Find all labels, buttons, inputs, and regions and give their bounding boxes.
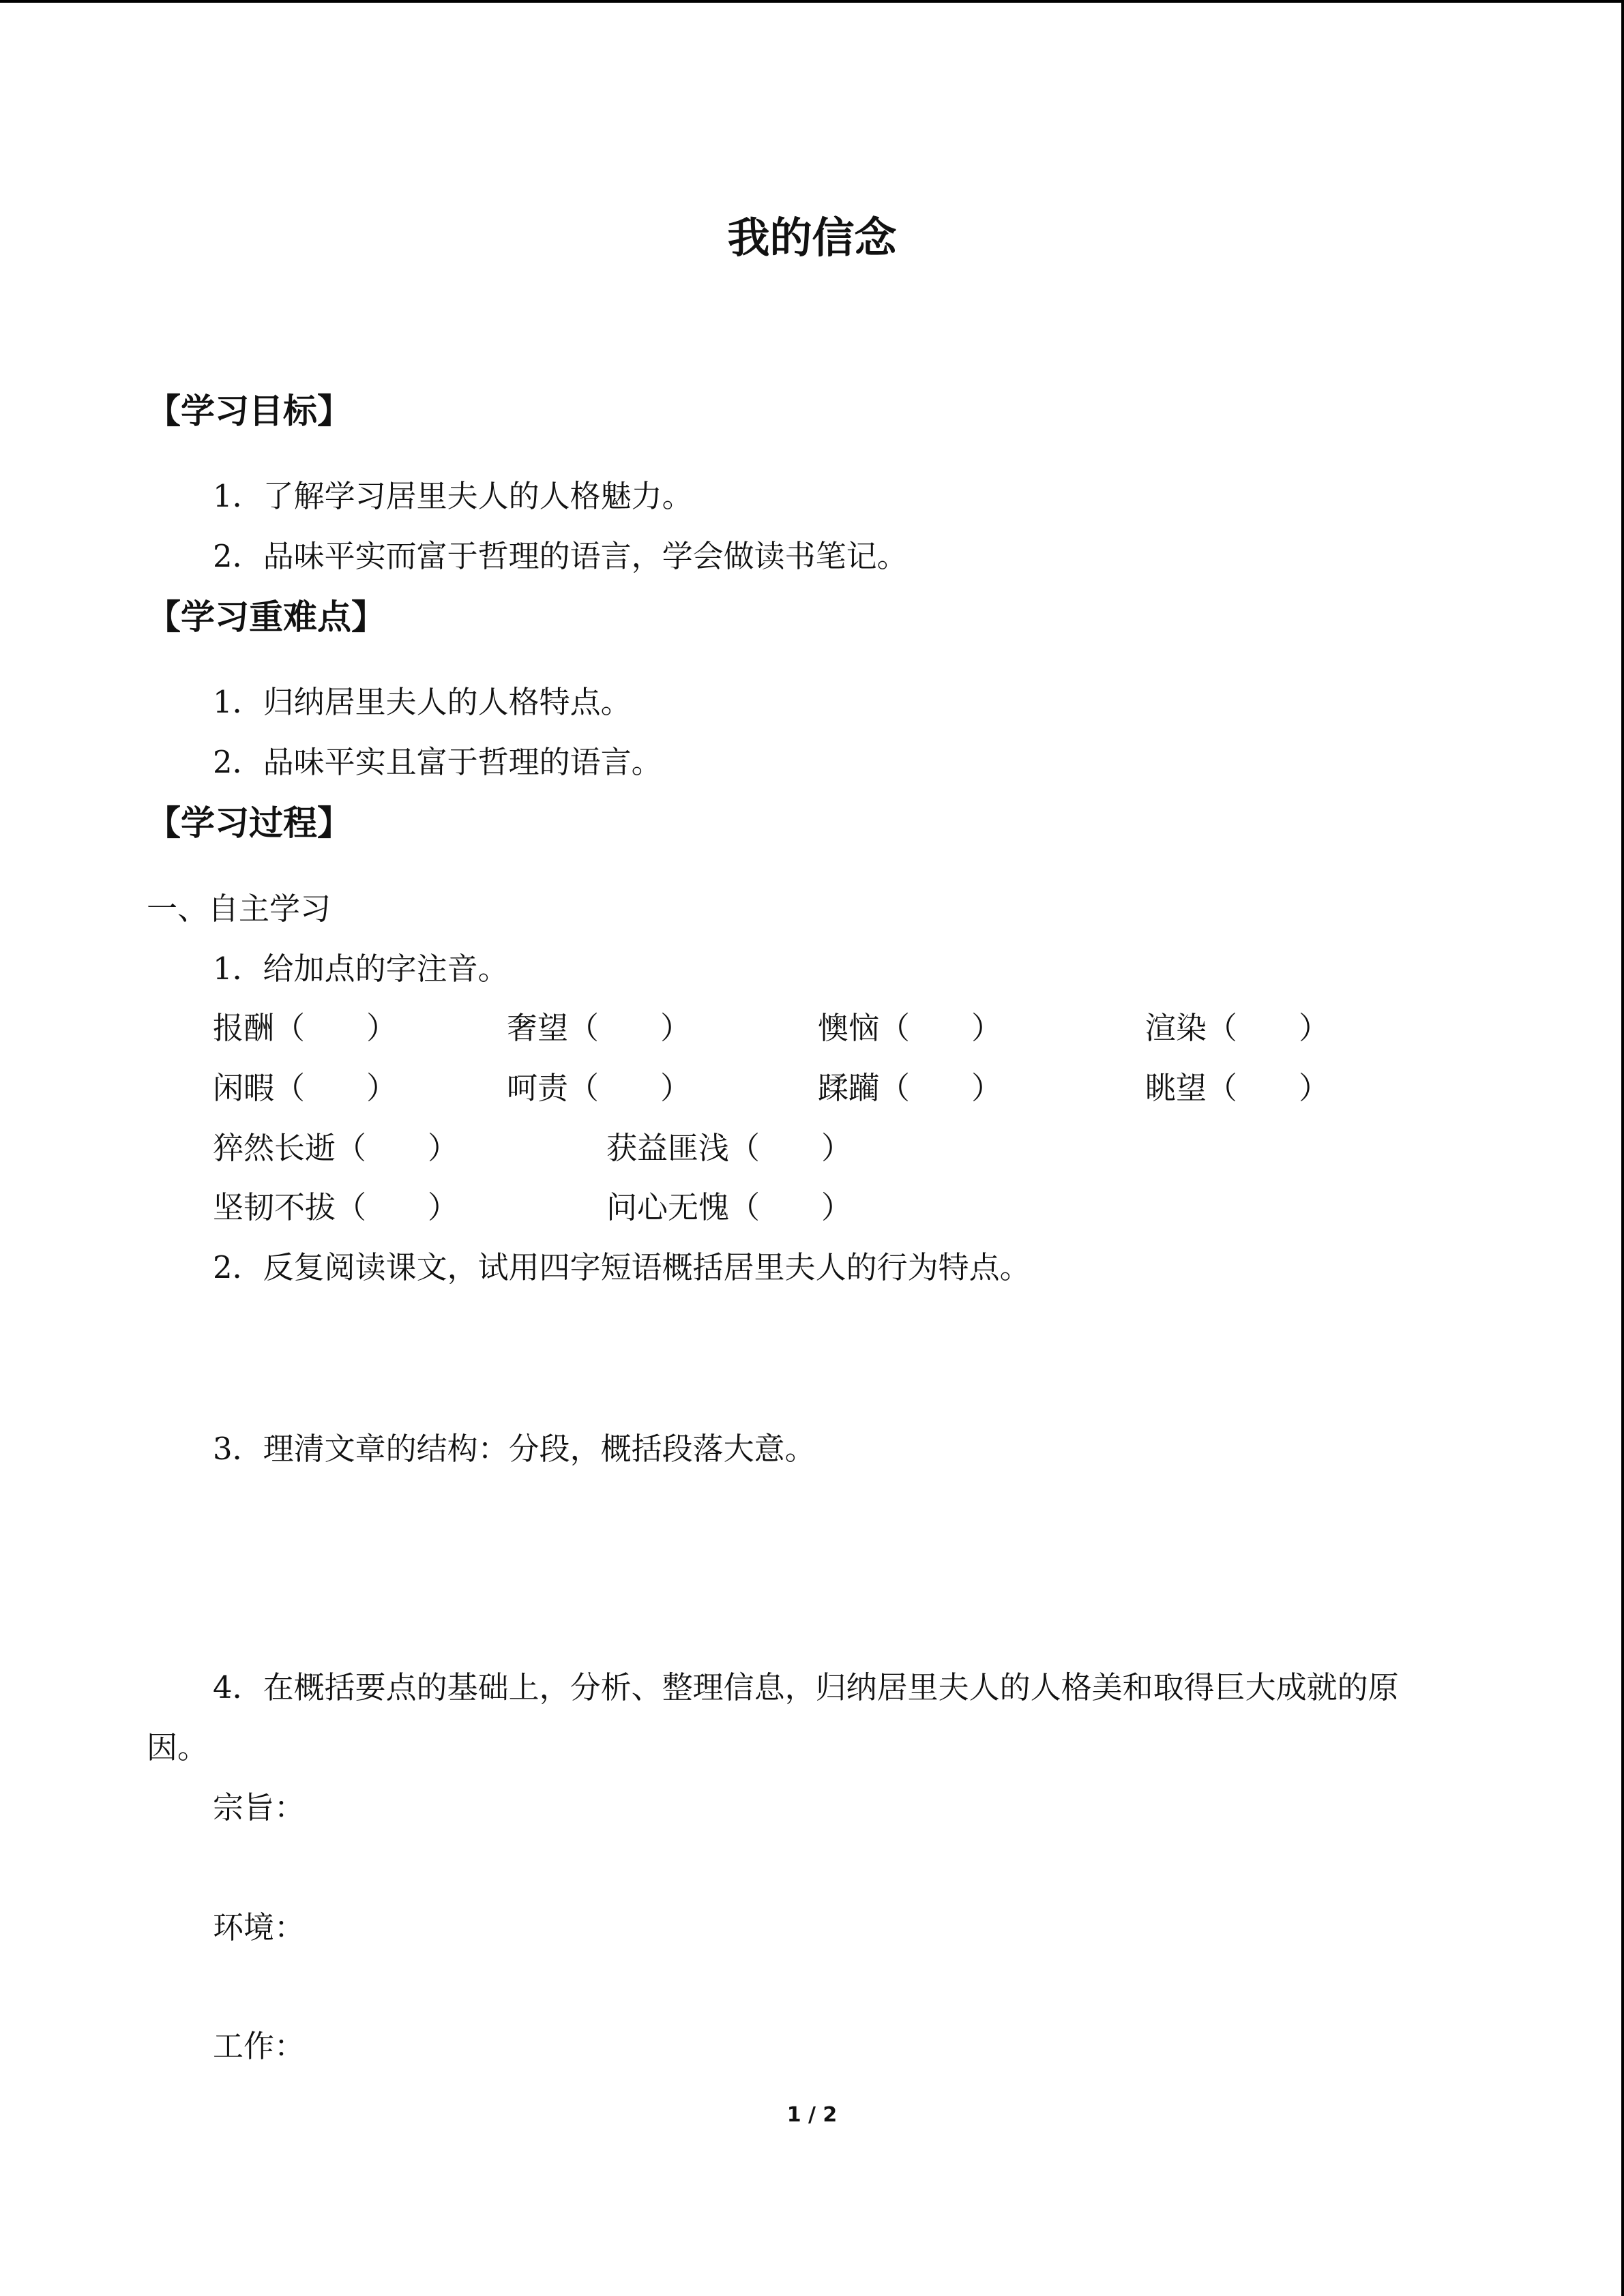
question-2: 2．反复阅读课文，试用四字短语概括居里夫人的行为特点。 bbox=[213, 1249, 1031, 1285]
pinyin-item: 眺望（ ） bbox=[1145, 1070, 1330, 1106]
pinyin-item: 获益匪浅（ ） bbox=[606, 1130, 853, 1166]
right-border bbox=[1621, 0, 1624, 2296]
aspect-label: 宗旨： bbox=[213, 1789, 306, 1825]
pinyin-item: 奢望（ ） bbox=[507, 1010, 692, 1046]
top-border bbox=[0, 0, 1624, 3]
page-number: 1 / 2 bbox=[786, 2103, 838, 2127]
page-title: 我的信念 bbox=[727, 213, 897, 263]
pinyin-item: 渲染（ ） bbox=[1145, 1010, 1330, 1046]
objective-item: 1．了解学习居里夫人的人格魅力。 bbox=[213, 478, 693, 514]
question-3: 3．理清文章的结构：分段，概括段落大意。 bbox=[213, 1431, 816, 1467]
key-point-item: 2．品味平实且富于哲理的语言。 bbox=[213, 744, 662, 780]
aspect-label: 工作： bbox=[213, 2028, 306, 2064]
pinyin-item: 问心无愧（ ） bbox=[606, 1189, 853, 1225]
section-heading-key-points: 【学习重难点】 bbox=[147, 597, 385, 637]
pinyin-item: 猝然长逝（ ） bbox=[213, 1130, 459, 1166]
section-heading-process: 【学习过程】 bbox=[147, 803, 351, 843]
pinyin-item: 蹂躏（ ） bbox=[818, 1070, 1003, 1106]
question-1: 1．给加点的字注音。 bbox=[213, 951, 509, 987]
subsection-heading-self-study: 一、自主学习 bbox=[147, 891, 331, 927]
question-4: 4．在概括要点的基础上，分析、整理信息，归纳居里夫人的人格美和取得巨大成就的原 bbox=[213, 1669, 1399, 1705]
pinyin-item: 呵责（ ） bbox=[507, 1070, 692, 1106]
section-heading-objectives: 【学习目标】 bbox=[147, 391, 351, 431]
question-4-continued: 因。 bbox=[147, 1729, 209, 1765]
aspect-label: 环境： bbox=[213, 1909, 306, 1945]
pinyin-item: 报酬（ ） bbox=[213, 1010, 398, 1046]
pinyin-item: 坚韧不拔（ ） bbox=[213, 1189, 459, 1225]
pinyin-item: 懊恼（ ） bbox=[818, 1010, 1003, 1046]
pinyin-item: 闲暇（ ） bbox=[213, 1070, 398, 1106]
key-point-item: 1．归纳居里夫人的人格特点。 bbox=[213, 684, 632, 720]
objective-item: 2．品味平实而富于哲理的语言，学会做读书笔记。 bbox=[213, 538, 908, 574]
